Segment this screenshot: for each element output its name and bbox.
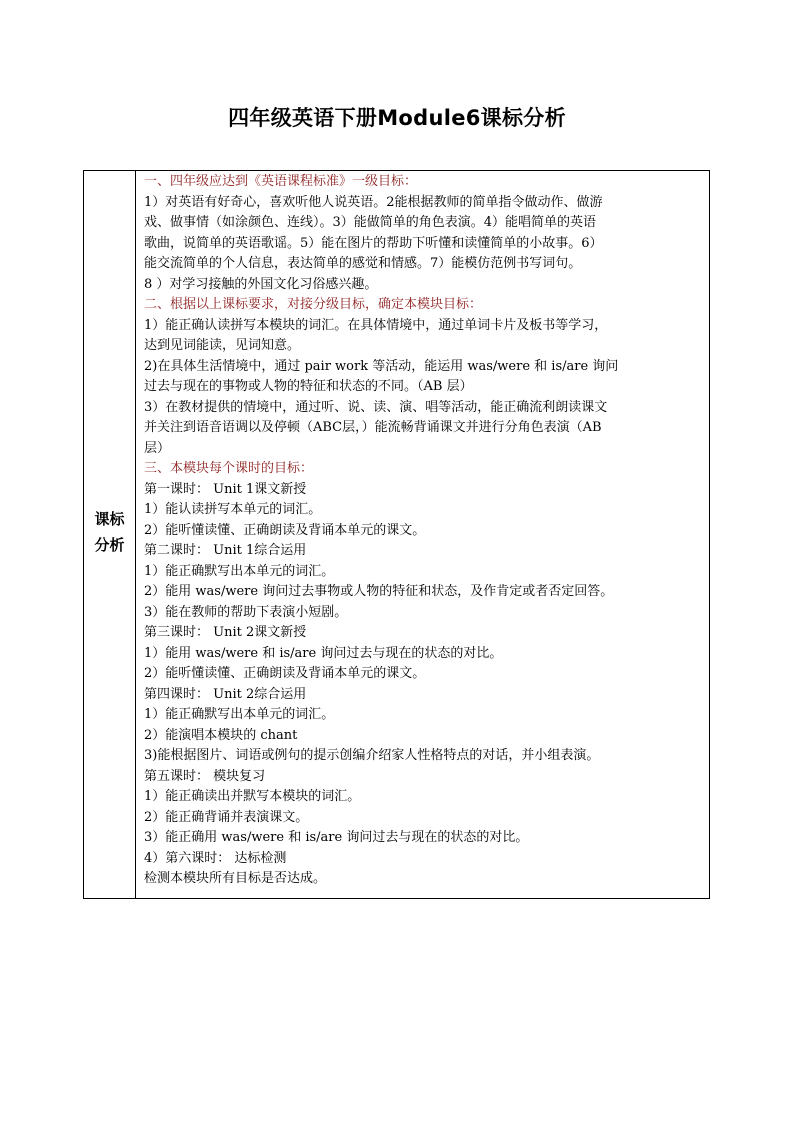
content-line: 歌曲，说简单的英语歌谣。5）能在图片的帮助下听懂和读懂简单的小故事。6） [144,235,603,251]
content-line: 2）能正确背诵并表演课文。 [144,809,309,825]
section-heading: 三、本模块每个课时的目标： [144,461,314,476]
content-line: 4）第六课时： 达标检测 [144,850,287,866]
content-line: 戏、做事情（如涂颜色、连线）。3）能做简单的角色表演。4）能唱简单的英语 [144,215,597,230]
row-label-cell [84,506,135,558]
content-line: 3）能在教师的帮助下表演小短剧。 [144,604,348,620]
content-line: 8 ）对学习接触的外国文化习俗感兴趣。 [144,276,378,292]
content-line: 2）能演唱本模块的 chant [144,727,298,743]
document-title: 四年级英语下册Module6课标分析 [228,106,566,130]
content-line: 1）能正确读出并默写本模块的词汇。 [144,789,361,804]
content-line: 1）能认读拼写本单元的词汇。 [144,502,322,517]
content-line: 第二课时： Unit 1综合运用 [144,543,307,558]
content-line: 检测本模块所有目标是否达成。 [144,871,327,886]
content-line: 第五课时： 模块复习 [144,768,266,784]
content-line: 能交流简单的个人信息，表达简单的感觉和情感。7）能模仿范例书写词句。 [144,256,582,271]
content-line: 1）能用 was/were 和 is/are 询问过去与现在的状态的对比。 [144,645,503,661]
content-line: 2)在具体生活情境中，通过 pair work 等活动，能运用 was/were 和 is/are 询问 [144,358,619,374]
content-line: 2）能用 was/were 询问过去事物或人物的特征和状态，及作肯定或者否定回答。 [144,584,614,599]
content-line: 3）在教材提供的情境中，通过听、说、读、演、唱等活动，能正确流利朗读课文 [144,399,608,415]
content-line: 3)能根据图片、词语或例句的提示创编介绍家人性格特点的对话，并小组表演。 [144,748,600,763]
content-line: 达到见词能读，见词知意。 [144,338,301,353]
column-divider [135,171,136,898]
content-line: 第一课时： Unit 1课文新授 [144,481,307,497]
content-line: 1）对英语有好奇心，喜欢听他人说英语。2能根据教师的简单指令做动作、做游 [144,194,603,210]
row-label-line-2: 分析 [94,536,125,554]
content-line: 1）能正确默写出本单元的词汇。 [144,563,335,579]
row-label-line-1: 课标 [94,510,125,528]
content-line: 过去与现在的事物或人物的特征和状态的不同。（AB 层） [144,379,473,394]
content-line: 第四课时： Unit 2综合运用 [144,686,307,702]
content-line: 并关注到语音语调以及停顿（ABC层，）能流畅背诵课文并进行分角色表演（AB [144,420,602,435]
analysis-table [83,170,710,899]
content-line: 第三课时： Unit 2课文新授 [144,625,307,640]
section-heading: 二、根据以上课标要求，对接分级目标，确定本模块目标： [144,297,483,312]
content-line: 2）能听懂读懂、正确朗读及背诵本单元的课文。 [144,666,426,681]
analysis-content-cell [144,172,706,890]
content-line: 1）能正确认读拼写本模块的词汇。在具体情境中，通过单词卡片及板书等学习， [144,317,608,333]
content-line: 层） [144,440,171,456]
content-line: 1）能正确默写出本单元的词汇。 [144,707,335,722]
content-line: 2）能听懂读懂、正确朗读及背诵本单元的课文。 [144,522,426,538]
content-line: 3）能正确用 was/were 和 is/are 询问过去与现在的状态的对比。 [144,830,529,845]
section-heading: 一、四年级应达到《英语课程标准》一级目标： [144,174,418,189]
